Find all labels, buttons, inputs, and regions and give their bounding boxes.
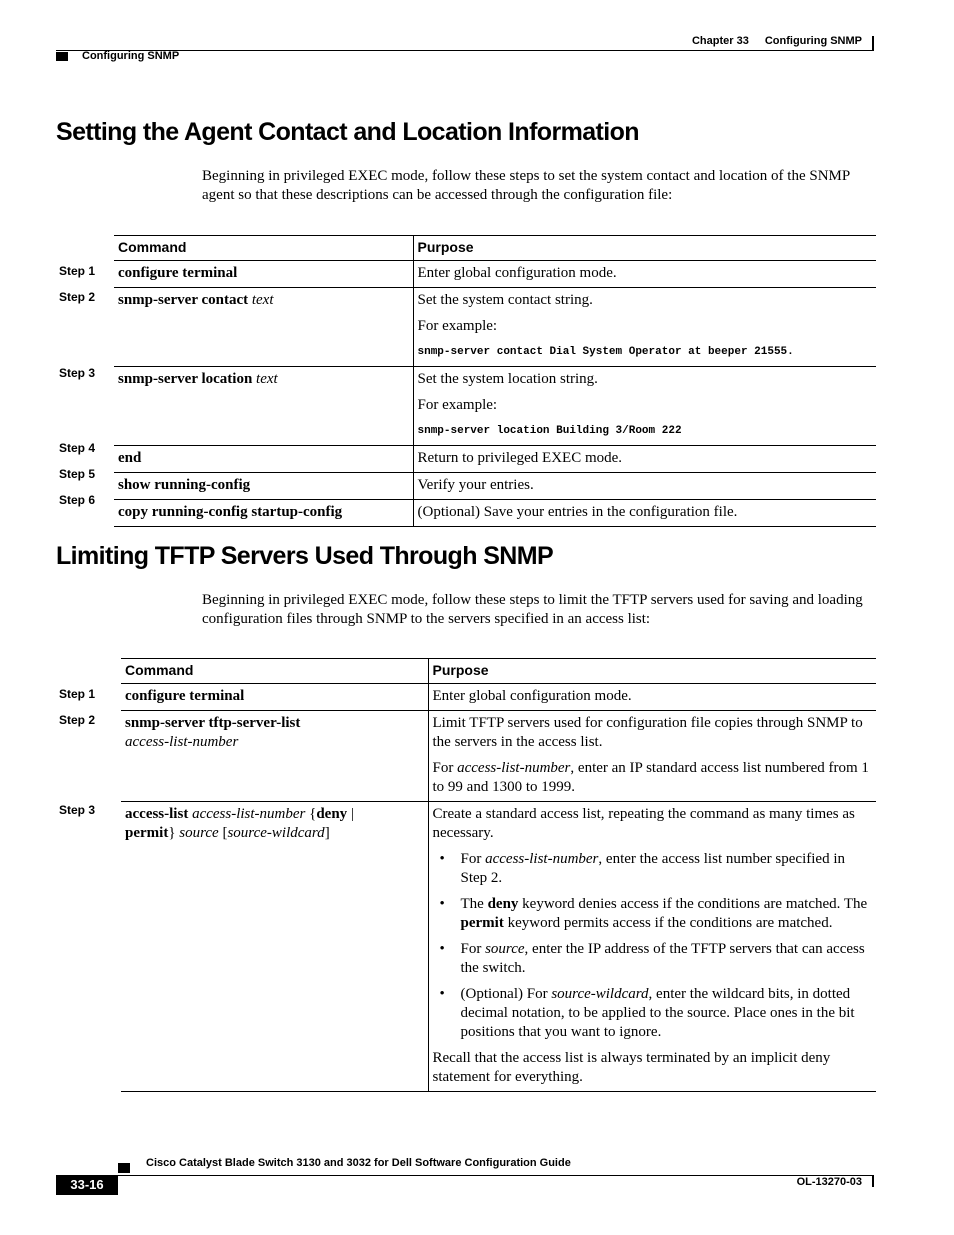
step-label: Step 5 <box>59 467 96 481</box>
purpose-text: Return to privileged EXEC mode. <box>413 446 876 473</box>
purpose-text: (Optional) Save your entries in the configuration file. <box>413 500 876 527</box>
table-row <box>121 802 876 1092</box>
list-item: • For source, enter the IP address of the TFTP servers that can access the switch. <box>461 940 873 978</box>
purpose-text: Enter global configuration mode. <box>428 684 876 711</box>
command-text: configure terminal <box>118 265 238 281</box>
footer-rule-vertical <box>872 1175 874 1187</box>
running-header-section: Configuring SNMP <box>82 50 180 62</box>
purpose-text: Verify your entries. <box>413 473 876 500</box>
step-label: Step 2 <box>59 290 96 304</box>
command-text: show running-config <box>118 477 251 493</box>
table-header-row <box>121 659 876 684</box>
column-header-command: Command <box>121 659 428 684</box>
page-number: 33-16 <box>56 1175 118 1195</box>
step-label: Step 3 <box>59 366 96 380</box>
step-label: Step 2 <box>59 713 96 727</box>
table-row <box>114 473 876 500</box>
tftp-steps-table <box>121 658 876 1092</box>
command-text: snmp-server contact <box>118 292 249 308</box>
step-label: Step 1 <box>59 264 96 278</box>
section-title-agent-contact: Setting the Agent Contact and Location Information <box>56 118 639 146</box>
purpose-text: Set the system contact string. <box>417 292 593 308</box>
list-item: • (Optional) For source-wildcard, enter the wildcard bits, in dotted decimal notation, to be applied to the source. Place ones in the bit positions that you want to ignore. <box>461 985 873 1042</box>
purpose-text: Set the system location string. <box>417 371 598 387</box>
list-item: • For access-list-number, enter the access list number specified in Step 2. <box>461 850 873 888</box>
command-text: configure terminal <box>125 688 245 704</box>
example-label: For example: <box>417 318 498 334</box>
table-row <box>114 446 876 473</box>
section1-intro: Beginning in privileged EXEC mode, follow these steps to set the system contact and location of the SNMP agent so that these descriptions can be accessed through the configuration file: <box>202 168 850 203</box>
purpose-text: Limit TFTP servers used for configuration file copies through SNMP to the servers in the access list. <box>432 715 863 750</box>
purpose-text: Enter global configuration mode. <box>413 261 876 288</box>
table-row <box>121 684 876 711</box>
list-item: • The deny keyword denies access if the conditions are matched. The permit keyword permits access if the conditions are matched. <box>461 895 873 933</box>
purpose-text: Create a standard access list, repeating the command as many times as necessary. <box>432 806 855 841</box>
command-text: snmp-server tftp-server-list <box>125 715 301 731</box>
command-argument: text <box>251 292 274 308</box>
command-syntax: access-list access-list-number {deny | permit} source [source-wildcard] <box>121 802 428 1092</box>
bullet-list <box>433 850 873 1042</box>
example-code: snmp-server contact Dial System Operator at beeper 21555. <box>417 346 794 358</box>
section-title-tftp-servers: Limiting TFTP Servers Used Through SNMP <box>56 542 554 570</box>
table-row <box>121 711 876 802</box>
command-text: end <box>118 450 142 466</box>
example-label: For example: <box>417 397 498 413</box>
running-header-chapter <box>676 35 862 47</box>
command-text: snmp-server location <box>118 371 253 387</box>
header-marker <box>56 52 68 61</box>
column-header-command: Command <box>114 236 413 261</box>
column-header-purpose: Purpose <box>428 659 876 684</box>
step-label: Step 4 <box>59 441 96 455</box>
purpose-detail: For access-list-number, enter an IP standard access list numbered from 1 to 99 and 1300 to 1999. <box>432 760 869 795</box>
agent-contact-steps-table <box>114 235 876 527</box>
recall-note: Recall that the access list is always terminated by an implicit deny statement for everything. <box>432 1050 831 1085</box>
footer-rule <box>118 1175 874 1176</box>
column-header-purpose: Purpose <box>413 236 876 261</box>
footer-marker <box>118 1163 130 1173</box>
table-row <box>114 367 876 446</box>
table-row <box>114 500 876 527</box>
footer-guide-title: Cisco Catalyst Blade Switch 3130 and 3032 for Dell Software Configuration Guide <box>146 1157 571 1169</box>
example-code: snmp-server location Building 3/Room 222 <box>417 425 682 437</box>
section2-intro: Beginning in privileged EXEC mode, follow these steps to limit the TFTP servers used for saving and loading configuration files through SNMP to the servers specified in an access list: <box>202 592 863 627</box>
table-header-row <box>114 236 876 261</box>
step-label: Step 6 <box>59 493 96 507</box>
chapter-title: Configuring SNMP <box>764 35 862 47</box>
command-argument: access-list-number <box>125 734 239 750</box>
step-label: Step 1 <box>59 687 96 701</box>
chapter-number: Chapter 33 <box>691 35 749 47</box>
table-row <box>114 261 876 288</box>
command-argument: text <box>256 371 278 387</box>
step-label: Step 3 <box>59 803 96 817</box>
header-rule-vertical <box>872 36 874 50</box>
document-id: OL-13270-03 <box>796 1176 862 1188</box>
table-row <box>114 288 876 367</box>
command-text: copy running-config startup-config <box>118 504 343 520</box>
